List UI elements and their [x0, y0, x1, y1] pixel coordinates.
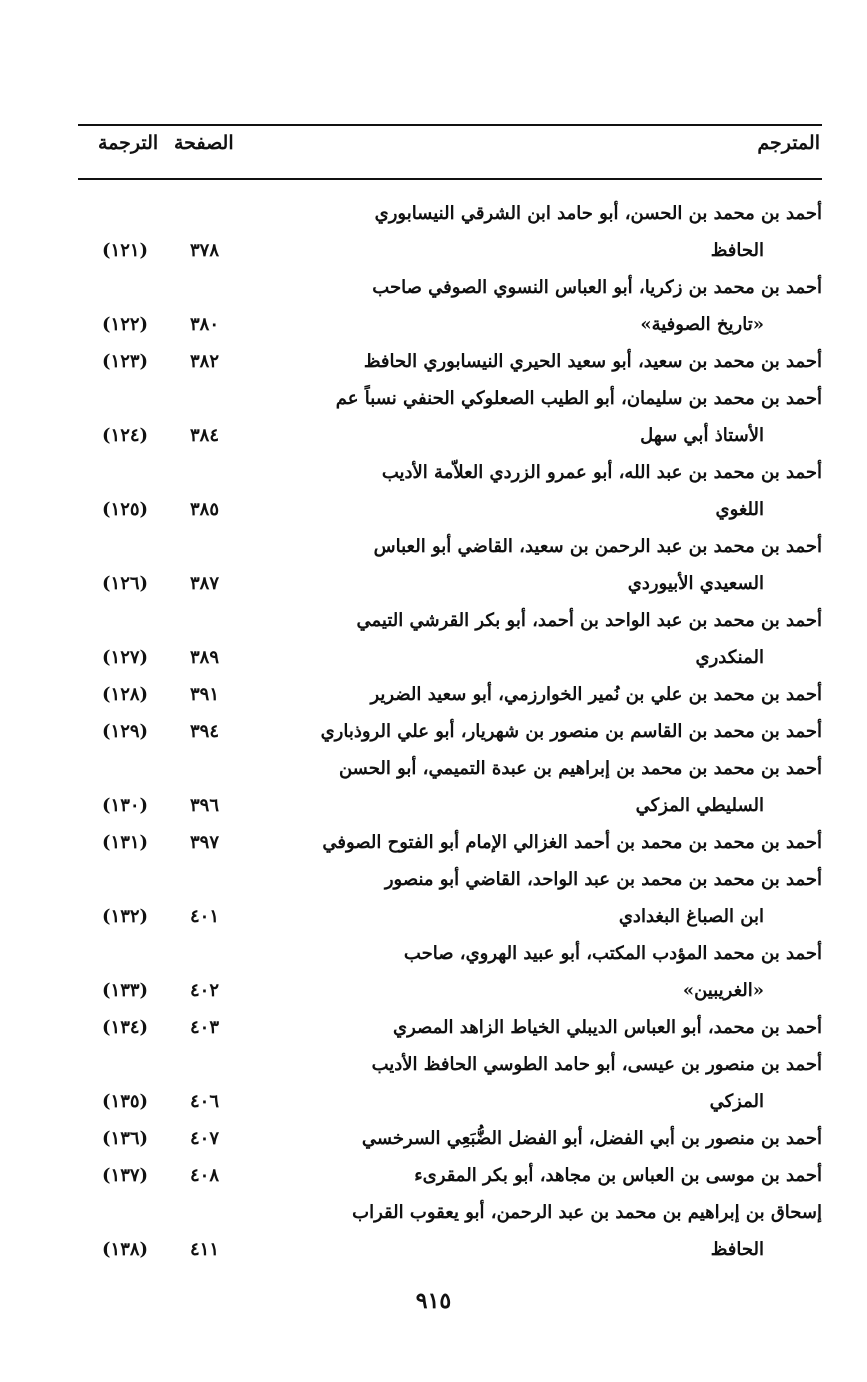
- entry-name-line2: المزكي: [709, 1091, 764, 1112]
- header-page: الصفحة: [174, 132, 234, 154]
- entry-name-line2: المنكدري: [695, 647, 764, 668]
- entry-name-line1: أحمد بن محمد بن محمد بن عبد الواحد، القاضي أبو منصور: [384, 869, 822, 890]
- entry-page: ٤٠٦: [190, 1091, 220, 1112]
- entry-name: [290, 713, 822, 750]
- entry-name-line1: أحمد بن محمد بن علي بن نُمير الخوارزمي، أبو سعيد الضرير: [370, 684, 822, 705]
- header-name: المترجم: [757, 132, 820, 154]
- list-item: [78, 528, 822, 602]
- entry-name-line2: السعيدي الأبيوردي: [627, 573, 764, 594]
- entry-name-line1: أحمد بن منصور بن عيسى، أبو حامد الطوسي الحافظ الأديب: [371, 1054, 822, 1075]
- entry-name-line2: الأستاذ أبي سهل: [640, 425, 764, 446]
- header-translation: الترجمة: [98, 132, 159, 154]
- entry-name-line1: أحمد بن محمد بن عبد الرحمن بن سعيد، القاضي أبو العباس: [373, 536, 822, 557]
- entry-page: ٤١١: [190, 1239, 220, 1260]
- entry-page: ٤٠٨: [190, 1165, 220, 1186]
- entry-name-line1: أحمد بن موسى بن العباس بن مجاهد، أبو بكر المقرىء: [414, 1165, 822, 1186]
- entry-page: ٣٨٧: [190, 573, 220, 594]
- list-item: [78, 1194, 822, 1268]
- entry-page: ٣٩٦: [190, 795, 220, 816]
- list-item: [78, 380, 822, 454]
- entry-name: [290, 1120, 822, 1157]
- list-item: [78, 1157, 822, 1194]
- entry-name: [290, 1194, 822, 1268]
- entry-page: ٤٠٢: [190, 980, 220, 1001]
- entry-page: ٣٩٤: [190, 721, 220, 742]
- entry-translation-number: (١٢٦): [102, 573, 149, 594]
- entry-name-line2: اللغوي: [715, 499, 764, 520]
- list-item: [78, 1046, 822, 1120]
- list-item: [78, 713, 822, 750]
- entry-name-line1: أحمد بن محمد بن عبد الله، أبو عمرو الزردي العلاّمة الأديب: [381, 462, 822, 483]
- entry-page: ٣٨٩: [190, 647, 220, 668]
- entry-name: [290, 935, 822, 1009]
- list-item: [78, 750, 822, 824]
- entry-translation-number: (١٢٩): [102, 721, 149, 742]
- entry-name-line1: أحمد بن محمد بن القاسم بن منصور بن شهريار، أبو علي الروذباري: [320, 721, 822, 742]
- list-item: [78, 1120, 822, 1157]
- entry-translation-number: (١٣٥): [102, 1091, 149, 1112]
- entry-name: [290, 861, 822, 935]
- entry-name-line1: أحمد بن محمد بن محمد بن إبراهيم بن عبدة التميمي، أبو الحسن: [338, 758, 822, 779]
- entry-name-line1: أحمد بن محمد بن سعيد، أبو سعيد الحيري النيسابوري الحافظ: [363, 351, 822, 372]
- entry-name: [290, 676, 822, 713]
- entry-name: [290, 454, 822, 528]
- entry-name: [290, 1009, 822, 1046]
- entry-name-line1: إسحاق بن إبراهيم بن محمد بن عبد الرحمن، أبو يعقوب القراب: [352, 1202, 822, 1223]
- entry-name-line2: «الغريبين»: [682, 980, 764, 1001]
- entry-translation-number: (١٢٣): [102, 351, 149, 372]
- entry-translation-number: (١٣٢): [102, 906, 149, 927]
- entry-page: ٣٩١: [190, 684, 220, 705]
- entry-name-line1: أحمد بن محمد بن سليمان، أبو الطيب الصعلوكي الحنفي نسباً عم: [335, 388, 822, 409]
- entry-name: [290, 824, 822, 861]
- entry-name: [290, 195, 822, 269]
- list-item: [78, 602, 822, 676]
- entry-page: ٣٧٨: [190, 240, 220, 261]
- list-item: [78, 269, 822, 343]
- entry-name-line1: أحمد بن محمد بن الحسن، أبو حامد ابن الشرقي النيسابوري: [374, 203, 822, 224]
- entry-translation-number: (١٣٣): [102, 980, 149, 1001]
- list-item: [78, 861, 822, 935]
- entry-name: [290, 269, 822, 343]
- entry-name: [290, 528, 822, 602]
- entry-page: ٤٠١: [190, 906, 220, 927]
- list-item: [78, 343, 822, 380]
- entry-page: ٤٠٣: [190, 1017, 220, 1038]
- entry-translation-number: (١٢١): [102, 240, 149, 261]
- entry-translation-number: (١٢٢): [102, 314, 149, 335]
- entry-translation-number: (١٢٧): [102, 647, 149, 668]
- entry-translation-number: (١٣١): [102, 832, 149, 853]
- entry-page: ٣٨٠: [190, 314, 220, 335]
- entry-name-line2: الحافظ: [710, 240, 764, 261]
- entry-name: [290, 1157, 822, 1194]
- entry-translation-number: (١٢٨): [102, 684, 149, 705]
- entry-name-line2: «تاريخ الصوفية»: [640, 314, 764, 335]
- entry-name-line1: أحمد بن منصور بن أبي الفضل، أبو الفضل الضُّبَعِي السرخسي: [361, 1128, 822, 1149]
- entry-page: ٣٨٥: [190, 499, 220, 520]
- entry-translation-number: (١٣٤): [102, 1017, 149, 1038]
- list-item: [78, 824, 822, 861]
- entry-name: [290, 750, 822, 824]
- entry-name-line2: الحافظ: [710, 1239, 764, 1260]
- entry-translation-number: (١٣٨): [102, 1239, 149, 1260]
- entry-name-line1: أحمد بن محمد المؤدب المكتب، أبو عبيد الهروي، صاحب: [403, 943, 822, 964]
- entry-name-line2: السليطي المزكي: [635, 795, 764, 816]
- entry-name: [290, 380, 822, 454]
- entry-translation-number: (١٢٤): [102, 425, 149, 446]
- entry-name-line1: أحمد بن محمد بن محمد بن أحمد الغزالي الإمام أبو الفتوح الصوفي: [322, 832, 822, 853]
- page-number: ٩١٥: [415, 1288, 452, 1314]
- list-item: [78, 454, 822, 528]
- entry-name: [290, 343, 822, 380]
- entry-name-line1: أحمد بن محمد بن عبد الواحد بن أحمد، أبو بكر القرشي التيمي: [356, 610, 822, 631]
- entry-page: ٤٠٧: [190, 1128, 220, 1149]
- entry-translation-number: (١٣٦): [102, 1128, 149, 1149]
- entry-translation-number: (١٣٧): [102, 1165, 149, 1186]
- list-item: [78, 935, 822, 1009]
- entry-name-line1: أحمد بن محمد بن زكريا، أبو العباس النسوي الصوفي صاحب: [372, 277, 822, 298]
- entry-page: ٣٨٢: [190, 351, 220, 372]
- list-item: [78, 1009, 822, 1046]
- list-item: [78, 676, 822, 713]
- entry-page: ٣٩٧: [190, 832, 220, 853]
- list-item: [78, 195, 822, 269]
- entry-name-line2: ابن الصباغ البغدادي: [618, 906, 764, 927]
- entry-name: [290, 1046, 822, 1120]
- entry-name-line1: أحمد بن محمد، أبو العباس الديبلي الخياط الزاهد المصري: [392, 1017, 822, 1038]
- entry-page: ٣٨٤: [190, 425, 220, 446]
- entry-name: [290, 602, 822, 676]
- entry-translation-number: (١٣٠): [102, 795, 149, 816]
- entry-translation-number: (١٢٥): [102, 499, 149, 520]
